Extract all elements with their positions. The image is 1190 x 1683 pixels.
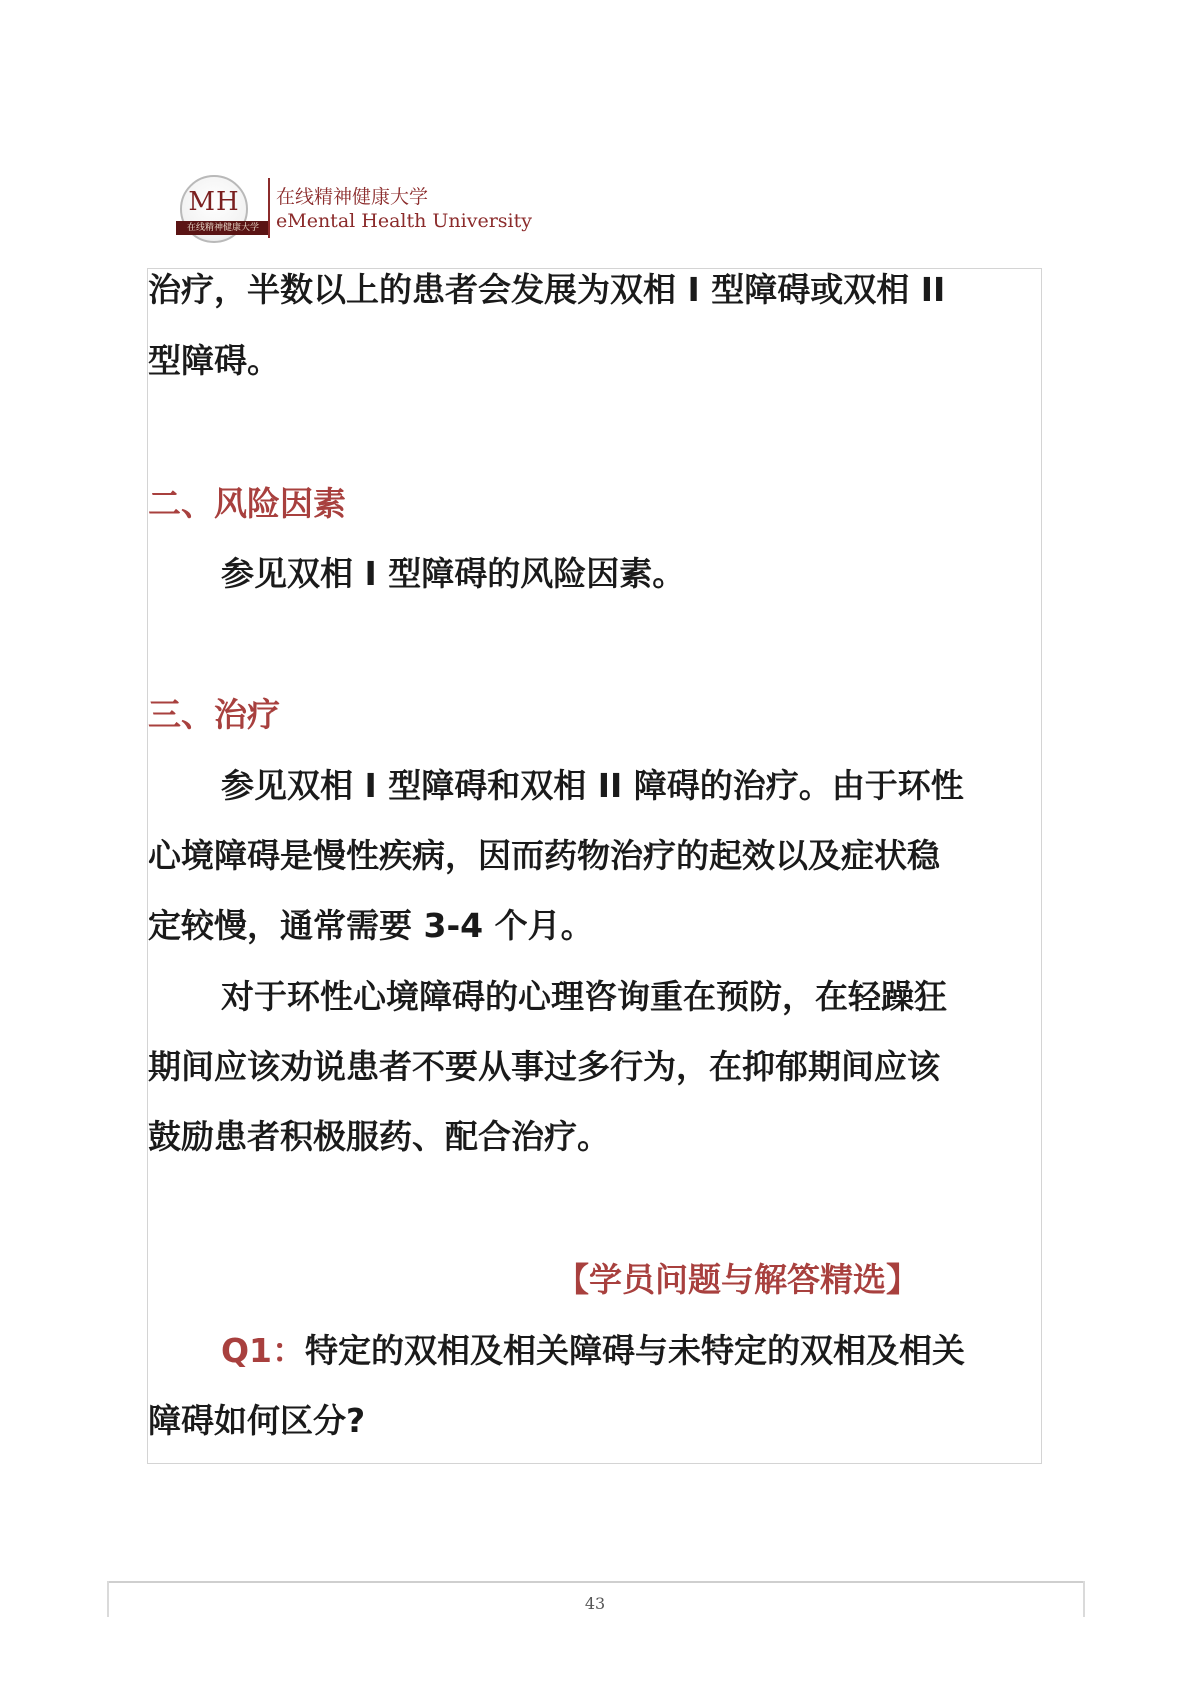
paragraph-3-line-1: 参见双相 I 型障碍和双相 II 障碍的治疗。由于环性 bbox=[221, 766, 964, 805]
paragraph-1-line-2: 型障碍。 bbox=[148, 341, 280, 380]
paragraph-4-line-1: 对于环性心境障碍的心理咨询重在预防，在轻躁狂 bbox=[221, 977, 947, 1016]
paragraph-2-line-1: 参见双相 I 型障碍的风险因素。 bbox=[221, 554, 686, 593]
logo-seal-icon bbox=[180, 175, 259, 243]
logo bbox=[170, 170, 532, 250]
paragraph-3-line-3: 定较慢，通常需要 3-4 个月。 bbox=[148, 906, 594, 945]
footer-rule bbox=[107, 1581, 1085, 1583]
logo-ribbon-text: 在线精神健康大学 bbox=[186, 223, 259, 233]
question-1-line-1 bbox=[221, 1331, 965, 1371]
section-heading-treatment: 三、治疗 bbox=[148, 695, 280, 734]
paragraph-3-line-2: 心境障碍是慢性疾病，因而药物治疗的起效以及症状稳 bbox=[148, 836, 940, 875]
question-1-line-2: 障碍如何区分? bbox=[148, 1401, 366, 1440]
page-number: 43 bbox=[584, 1594, 606, 1613]
question-1-text: 特定的双相及相关障碍与未特定的双相及相关 bbox=[305, 1331, 966, 1370]
logo-name-cn: 在线精神健康大学 bbox=[276, 186, 429, 208]
qa-section-title: 【学员问题与解答精选】 bbox=[556, 1260, 919, 1299]
logo-name-en: eMental Health University bbox=[276, 210, 532, 232]
logo-divider bbox=[268, 178, 270, 238]
logo-ribbon bbox=[176, 221, 270, 235]
paragraph-4-line-3: 鼓励患者积极服药、配合治疗。 bbox=[148, 1117, 610, 1156]
section-heading-risk-factors: 二、风险因素 bbox=[148, 484, 346, 523]
paragraph-4-line-2: 期间应该劝说患者不要从事过多行为，在抑郁期间应该 bbox=[148, 1047, 940, 1086]
logo-mark: MH bbox=[188, 187, 240, 217]
paragraph-1-line-1: 治疗，半数以上的患者会发展为双相 I 型障碍或双相 II bbox=[148, 270, 946, 309]
question-1-label: Q1： bbox=[221, 1331, 306, 1370]
